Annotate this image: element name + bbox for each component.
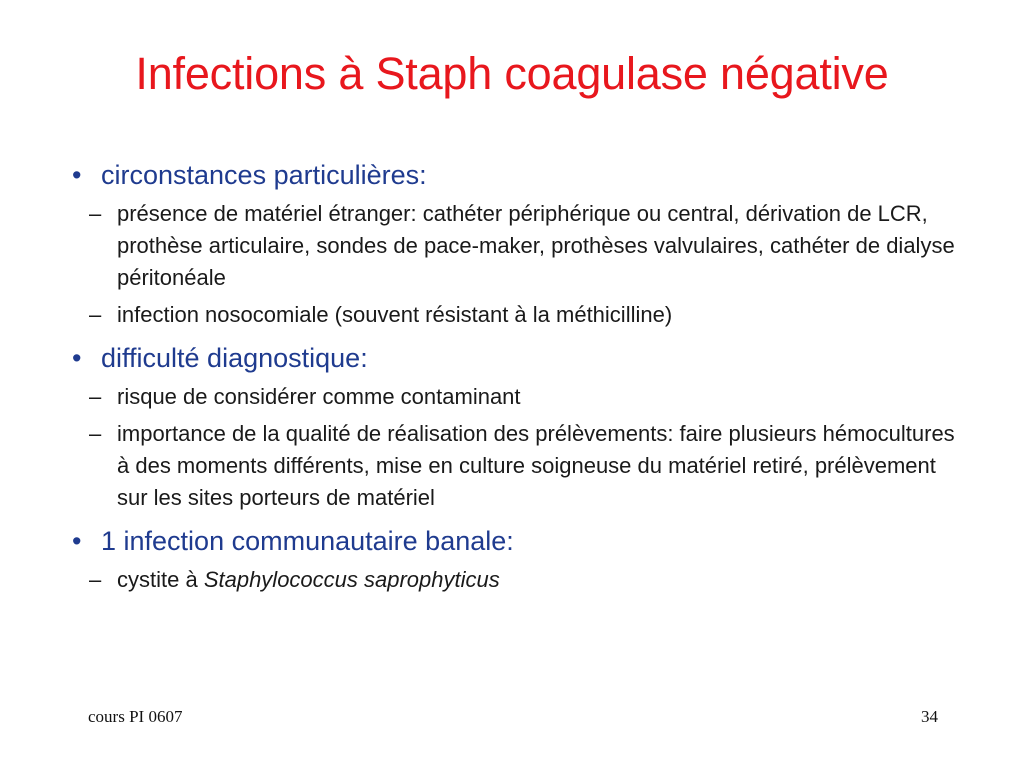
bullet-text: circonstances particulières:	[101, 160, 427, 190]
sub-list	[72, 564, 972, 596]
bullet-text: 1 infection communautaire banale:	[101, 526, 514, 556]
footer-course-label: cours PI 0607	[88, 707, 183, 726]
sub-list	[72, 381, 972, 514]
dash-icon: –	[89, 421, 102, 446]
sub-item-text: présence de matériel étranger: cathéter périphérique ou central, dérivation de LCR, prothèse articulaire, sondes de pace-maker, prothèses valvulaires, cathéter de dialyse péritonéale	[117, 201, 955, 290]
slide-title: Infections à Staph coagulase négative	[135, 48, 889, 99]
sub-list	[72, 198, 972, 331]
sub-item-text: cystite à	[117, 567, 204, 592]
sub-item-text: importance de la qualité de réalisation des prélèvements: faire plusieurs hémocultures à des moments différents, mise en culture soigneuse du matériel retiré, prélèvement sur les sites porteurs de matériel	[117, 421, 955, 510]
sub-item	[72, 198, 972, 294]
bullet-item	[72, 524, 972, 558]
sub-item	[72, 381, 972, 413]
slide-body	[72, 148, 972, 596]
sub-item-text: risque de considérer comme contaminant	[117, 384, 521, 409]
sub-item	[72, 564, 972, 596]
bullet-text: difficulté diagnostique:	[101, 343, 368, 373]
dash-icon: –	[89, 201, 102, 226]
page-number: 34	[921, 707, 938, 726]
sub-item	[72, 418, 972, 514]
species-name: Staphylococcus saprophyticus	[203, 567, 500, 592]
bullet-item	[72, 158, 972, 192]
bullet-icon: •	[72, 526, 82, 556]
sub-item	[72, 299, 972, 331]
bullet-item	[72, 341, 972, 375]
bullet-icon: •	[72, 160, 82, 190]
dash-icon: –	[89, 384, 102, 409]
dash-icon: –	[89, 302, 102, 327]
dash-icon: –	[89, 567, 102, 592]
sub-item-text: infection nosocomiale (souvent résistant à la méthicilline)	[117, 302, 673, 327]
bullet-icon: •	[72, 343, 82, 373]
